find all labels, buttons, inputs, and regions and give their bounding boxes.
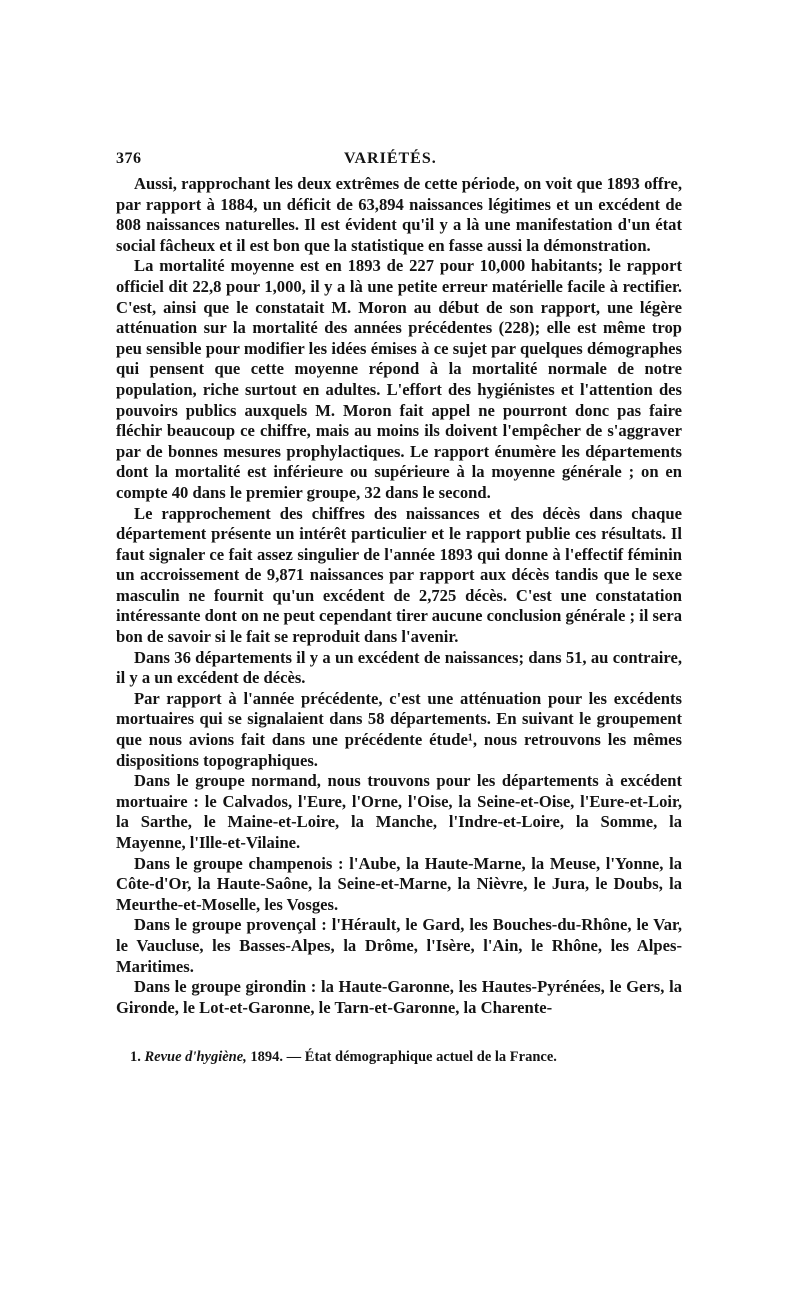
footnote-text: 1894. — État démographique actuel de la France.: [250, 1049, 557, 1066]
paragraph: La mortalité moyenne est en 1893 de 227 pour 10,000 habitants; le rapport officiel dit 22,8 pour 1,000, il y a là une petite erreur matérielle facile à rectifier. C'est, ainsi que le constatait M. Moron au début de son rapport, une légère atténuation sur la mortalité des années précédentes (228); elle est même trop peu sensible pour modifier les idées émises à ce sujet par quelques démographes qui pensent que cette moyenne répond à la mortalité normale de notre population, riche surtout en adultes. L'effort des hygiénistes et l'attention des pouvoirs publics auxquels M. Moron fait appel ne pourront donc pas faire fléchir beaucoup ce chiffre, mais au moins ils doivent l'empêcher de s'aggraver par de bonnes mesures prophylactiques. Le rapport énumère les départements dont la mortalité est inférieure ou supérieure à la moyenne générale ; on en compte 40 dans le premier groupe, 32 dans le second.: [116, 256, 682, 502]
paragraph: Aussi, rapprochant les deux extrêmes de cette période, on voit que 1893 offre, par rapport à 1884, un déficit de 63,894 naissances légitimes et un excédent de 808 naissances naturelles. Il est évident qu'il y a là une manifestation d'un état social fâcheux et il est bon que la statistique en fasse aussi la démonstration.: [116, 174, 682, 255]
footnote-marker: 1.: [130, 1049, 141, 1066]
paragraph: Dans 36 départements il y a un excédent de naissances; dans 51, au contraire, il y a un excédent de décès.: [116, 647, 682, 688]
page-header: [116, 148, 682, 174]
footnote-source: Revue d'hygiène,: [144, 1049, 247, 1066]
paragraph: Dans le groupe champenois : l'Aube, la Haute-Marne, la Meuse, l'Yonne, la Côte-d'Or, la Haute-Saône, la Seine-et-Marne, la Nièvre, le Jura, le Doubs, la Meurthe-et-Moselle, les Vosges.: [116, 853, 682, 914]
paragraph: Dans le groupe normand, nous trouvons pour les départements à excédent mortuaire : le Calvados, l'Eure, l'Orne, l'Oise, la Seine-et-Oise, l'Eure-et-Loir, la Sarthe, le Maine-et-Loire, la Manche, l'Indre-et-Loire, la Somme, la Mayenne, l'Ille-et-Vilaine.: [116, 771, 682, 852]
paragraph: Par rapport à l'année précédente, c'est une atténuation pour les excédents mortuaires qui se signalaient dans 58 départements. En suivant le groupement que nous avions fait dans une précédente étude¹, nous retrouvons les mêmes dispositions topographiques.: [116, 688, 682, 770]
paragraph: Dans le groupe provençal : l'Hérault, le Gard, les Bouches-du-Rhône, le Var, le Vaucluse, les Basses-Alpes, la Drôme, l'Isère, l'Ain, le Rhône, les Alpes-Maritimes.: [116, 915, 682, 976]
footnote: [116, 1048, 682, 1066]
body-text: [116, 174, 682, 1018]
paragraph: Dans le groupe girondin : la Haute-Garonne, les Hautes-Pyrénées, le Gers, la Gironde, le Lot-et-Garonne, le Tarn-et-Garonne, la Charente-: [116, 977, 682, 1017]
page-number: 376: [116, 150, 142, 167]
running-head: VARIÉTÉS.: [344, 150, 437, 167]
paragraph: Le rapprochement des chiffres des naissances et des décès dans chaque département présente un intérêt particulier et le rapport publie ces résultats. Il faut signaler ce fait assez singulier de l'année 1893 qui donne à l'effectif féminin un accroissement de 9,871 naissances par rapport aux décès tandis que le sexe masculin ne fournit qu'un excédent de 2,725 décès. C'est une constatation intéressante dont on ne peut cependant tirer aucune conclusion générale ; il sera bon de savoir si le fait se reproduit dans l'avenir.: [116, 503, 683, 647]
document-page: [116, 148, 682, 1066]
